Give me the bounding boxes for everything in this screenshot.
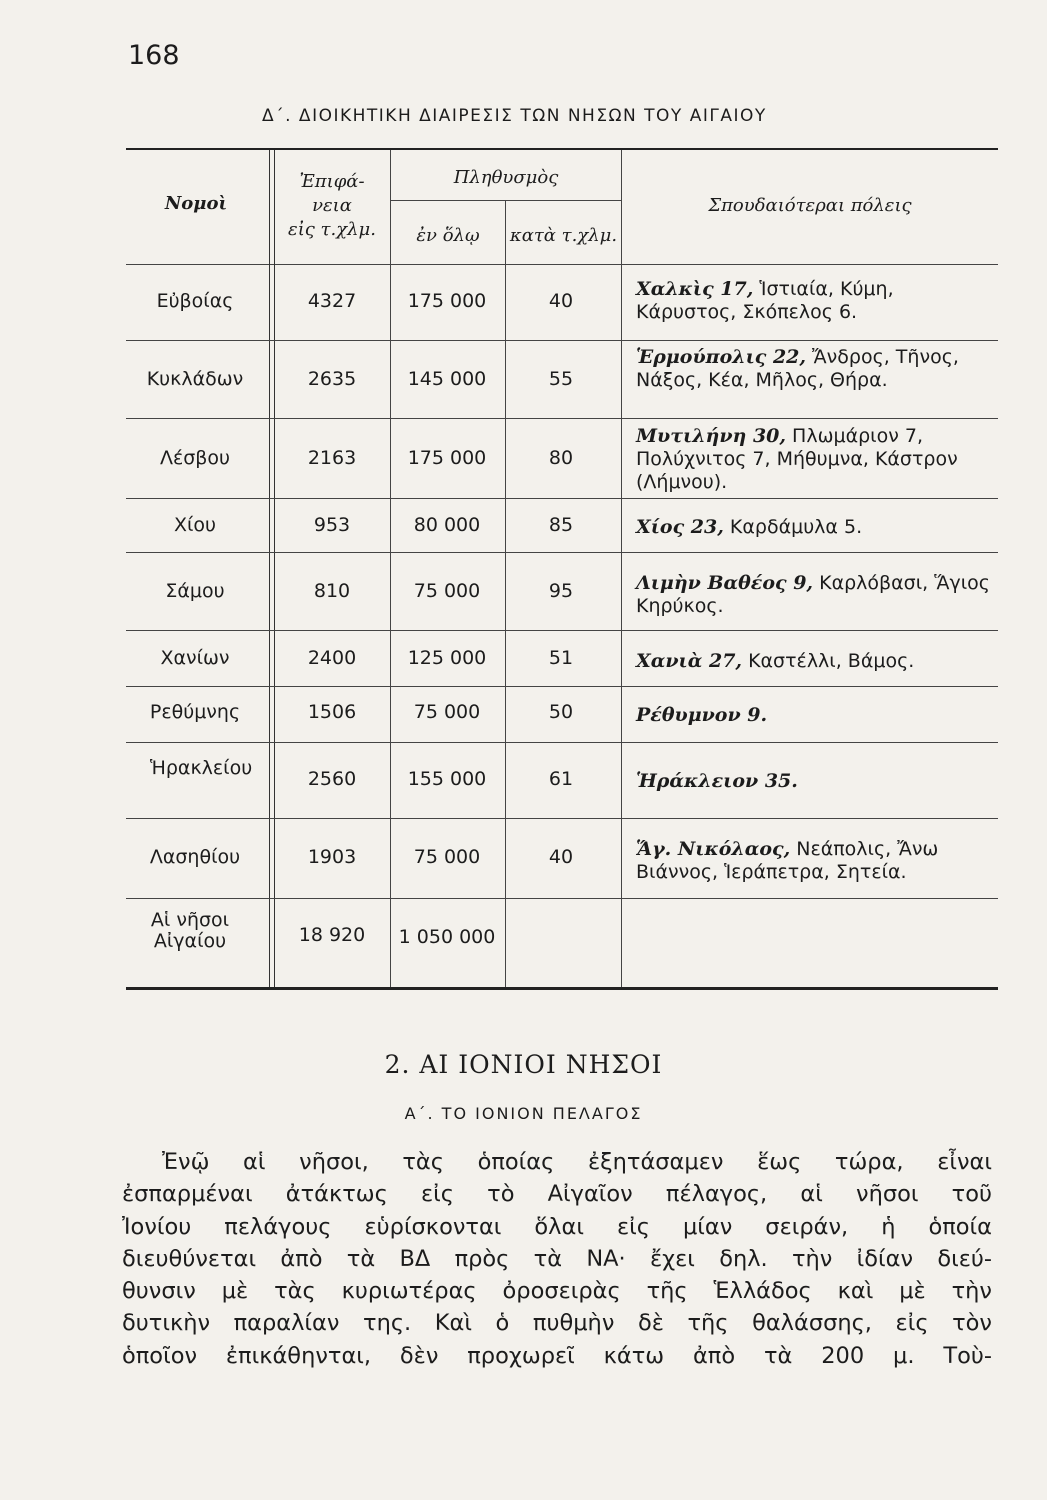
row-capital: Ρέθυμνον 9. xyxy=(636,704,768,726)
table-bottom-rule xyxy=(126,987,998,990)
paragraph-line: ὁποῖον ἐπικάθηνται, δὲν προχωρεῖ κάτω ἀπὸ τὰ 200 μ. Τοὺ- xyxy=(122,1342,992,1369)
header-bottom-rule xyxy=(126,264,998,265)
header-pop-total: ἐν ὅλῳ xyxy=(416,225,480,246)
row-density: 61 xyxy=(548,768,574,790)
row-density: 40 xyxy=(548,290,574,312)
row-density: 95 xyxy=(548,580,574,602)
row-name: Ἡρακλείου xyxy=(150,757,253,779)
row-capital: Χίος 23, xyxy=(636,516,724,538)
population-subheader-rule xyxy=(391,200,621,201)
row-name: Κυκλάδων xyxy=(146,368,244,390)
row-towns-text: Καρλόβασι, Ἅγιος Κηρύκος. xyxy=(636,572,990,617)
body-paragraph xyxy=(122,1146,992,1372)
row-rule xyxy=(126,818,998,819)
row-name: Εὐβοίας xyxy=(156,290,234,312)
row-area: 2400 xyxy=(307,647,357,669)
row-towns xyxy=(636,770,998,793)
paragraph-line: Ἐνῷ αἱ νῆσοι, τὰς ὁποίας ἐξητάσαμεν ἕως τώρα, εἶναι xyxy=(162,1149,992,1175)
header-area-line2: νεια xyxy=(312,195,352,216)
row-area: 2163 xyxy=(307,447,357,469)
row-population: 75 000 xyxy=(413,846,481,868)
row-towns xyxy=(636,346,998,392)
row-towns-text: Ἱστιαία, Κύμη, Κάρυστος, Σκόπελος 6. xyxy=(636,278,894,323)
row-name: Λασηθίου xyxy=(149,846,241,868)
row-rule xyxy=(126,552,998,553)
row-name-total: Αἱ νῆσοι Αἰγαίου xyxy=(150,909,230,952)
row-rule xyxy=(126,340,998,341)
table-top-rule xyxy=(126,148,998,150)
row-population: 80 000 xyxy=(413,514,481,536)
paragraph-line: ἐσπαρμέναι ἀτάκτως εἰς τὸ Αἰγαῖον πέλαγος, αἱ νῆσοι τοῦ xyxy=(122,1181,992,1208)
header-area-line1: Ἐπιφά- xyxy=(299,171,365,192)
row-capital: Λιμὴν Βαθέος 9, xyxy=(636,572,814,594)
row-capital: Μυτιλήνη 30, xyxy=(636,425,786,447)
row-area: 1506 xyxy=(307,701,357,723)
row-population-total: 1 050 000 xyxy=(398,926,496,948)
row-area-total: 18 920 xyxy=(298,924,366,946)
paragraph-line: διευθύνεται ἀπὸ τὰ ΒΔ πρὸς τὰ ΝΑ· ἔχει δηλ. τὴν ἰδίαν διεύ- xyxy=(122,1245,992,1272)
row-density: 55 xyxy=(548,368,574,390)
paragraph-line: δυτικὴν παραλίαν της. Καὶ ὁ πυθμὴν δὲ τῆς θαλάσσης, εἰς τὸν xyxy=(122,1310,992,1337)
column-divider-double xyxy=(269,150,275,987)
row-area: 2635 xyxy=(307,368,357,390)
table-caption: Δ΄. ΔΙΟΙΚΗΤΙΚΗ ΔΙΑΙΡΕΣΙΣ ΤΩΝ ΝΗΣΩΝ ΤΟΥ ΑΙΓΑΙΟΥ xyxy=(262,106,767,126)
paragraph-line: Ἰονίου πελάγους εὑρίσκονται ὅλαι εἰς μίαν σειράν, ἡ ὁποία xyxy=(122,1213,992,1240)
row-density: 50 xyxy=(548,701,574,723)
row-towns-text: Πλωμάριον 7, Πολύχνιτος 7, Μήθυμνα, Κάστρον (Λήμνου). xyxy=(636,425,958,493)
row-towns xyxy=(636,704,998,727)
header-pop-density: κατὰ τ.χλμ. xyxy=(509,225,618,246)
row-density: 85 xyxy=(548,514,574,536)
row-name: Ρεθύμνης xyxy=(149,701,241,723)
row-towns xyxy=(636,572,998,618)
column-divider xyxy=(390,150,391,987)
row-name: Λέσβου xyxy=(159,447,231,469)
row-towns xyxy=(636,278,998,324)
column-divider xyxy=(621,150,622,987)
row-towns-text: Ἄνδρος, Τῆνος, Νάξος, Κέα, Μῆλος, Θήρα. xyxy=(636,346,959,391)
row-capital: Ἅγ. Νικόλαος, xyxy=(636,838,791,860)
row-towns xyxy=(636,650,998,673)
row-population: 125 000 xyxy=(407,647,487,669)
row-capital: Ἡράκλειον 35. xyxy=(636,770,798,792)
row-density: 51 xyxy=(548,647,574,669)
row-towns xyxy=(636,838,998,884)
row-towns xyxy=(636,516,998,539)
page-number: 168 xyxy=(128,40,180,71)
row-population: 155 000 xyxy=(407,768,487,790)
row-towns-text: Καρδάμυλα 5. xyxy=(729,516,863,538)
row-area: 953 xyxy=(313,514,351,536)
row-population: 75 000 xyxy=(413,580,481,602)
row-rule xyxy=(126,686,998,687)
row-area: 4327 xyxy=(307,290,357,312)
row-area: 1903 xyxy=(307,846,357,868)
row-population: 175 000 xyxy=(407,290,487,312)
row-rule xyxy=(126,898,998,899)
row-rule xyxy=(126,498,998,499)
row-area: 2560 xyxy=(307,768,357,790)
row-population: 75 000 xyxy=(413,701,481,723)
row-rule xyxy=(126,418,998,419)
row-population: 145 000 xyxy=(407,368,487,390)
paragraph-line: θυνσιν μὲ τὰς κυριωτέρας ὀροσειρὰς τῆς Ἑλλάδος καὶ μὲ τὴν xyxy=(122,1278,992,1305)
row-name: Χίου xyxy=(173,514,217,536)
header-prefectures: Νομοὶ xyxy=(164,193,228,214)
row-rule xyxy=(126,742,998,743)
row-capital: Χαλκὶς 17, xyxy=(636,278,754,300)
row-density: 80 xyxy=(548,447,574,469)
row-density: 40 xyxy=(548,846,574,868)
row-capital: Χανιὰ 27, xyxy=(636,650,743,672)
row-towns xyxy=(636,425,998,494)
header-population: Πληθυσμὸς xyxy=(453,167,559,188)
section-title: 2. ΑΙ ΙΟΝΙΟΙ ΝΗΣΟΙ xyxy=(384,1050,663,1079)
row-towns-text: Καστέλλι, Βάμος. xyxy=(748,650,915,672)
row-rule xyxy=(126,630,998,631)
row-towns-text: Νεάπολις, Ἄνω Βιάννος, Ἱεράπετρα, Σητεία. xyxy=(636,838,939,883)
header-area-line3: εἰς τ.χλμ. xyxy=(288,219,376,240)
row-area: 810 xyxy=(313,580,351,602)
header-towns: Σπουδαιότεραι πόλεις xyxy=(708,195,912,216)
row-population: 175 000 xyxy=(407,447,487,469)
row-name: Σάμου xyxy=(165,580,225,602)
subsection-title: Α΄. ΤΟ ΙΟΝΙΟΝ ΠΕΛΑΓΟΣ xyxy=(404,1104,643,1123)
row-name: Χανίων xyxy=(160,647,230,669)
row-capital: Ἑρμούπολις 22, xyxy=(636,346,806,368)
